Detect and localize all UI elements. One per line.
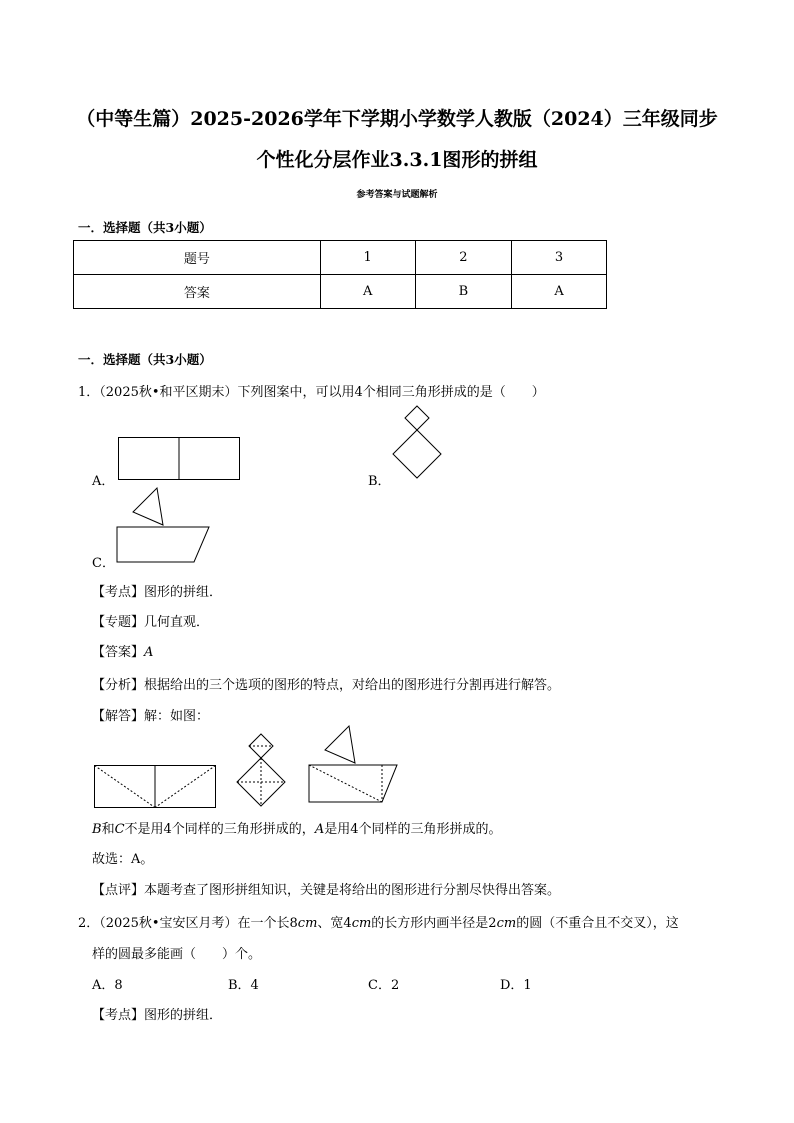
q2-option-b: B．4 [228, 978, 259, 993]
conclusion-mid: 不是用4个同样的三角形拼成的， [124, 822, 315, 837]
q2-kaodian [92, 1004, 222, 1023]
question-2-stem-line1 [78, 912, 679, 931]
fenxi-text: 根据给出的三个选项的图形的特点，对给出的图形进行分割再进行解答。 [144, 678, 561, 693]
stem-part: 的圆（不重合且不交叉），这 [516, 916, 679, 931]
daan-tag: 【答案】 [92, 645, 145, 660]
var-c: C [114, 822, 125, 837]
kaodian-tag: 【考点】 [92, 585, 145, 600]
zhuanti-text: 几何直观． [144, 615, 210, 630]
triangle-sail-shape [133, 488, 163, 525]
stem-part: 2．（2025秋•宝安区月考）在一个长8 [78, 916, 298, 931]
answer-cell: B [415, 275, 511, 309]
q2-option-a: A．8 [92, 978, 123, 993]
q1-fenxi [92, 674, 560, 693]
q1-kaodian [92, 581, 222, 600]
jieda-tag: 【解答】 [92, 709, 145, 724]
document-title-line1: （中等生篇）2025-2026学年下学期小学数学人教版（2024）三年级同步 [76, 108, 718, 130]
answer-cell: A [320, 275, 415, 309]
question-number-cell: 1 [320, 241, 415, 275]
conclusion-end: 是用4个同样的三角形拼成的。 [324, 822, 502, 837]
question-number-cell: 2 [415, 241, 511, 275]
trapezoid-hull-shape [117, 527, 209, 562]
option-a-figure [118, 437, 242, 481]
table-row-numbers [74, 241, 607, 275]
question-2-stem-line2: 样的圆最多能画（ ）个。 [92, 947, 262, 962]
option-a-label: A． [92, 474, 115, 489]
solution-a-figure [94, 765, 218, 809]
solution-b-figure [234, 733, 290, 813]
kaodian-text: 图形的拼组． [144, 585, 223, 600]
document-title-line2: 个性化分层作业3.3.1图形的拼组 [256, 149, 538, 171]
question-number-cell: 3 [512, 241, 607, 275]
q1-conclusion [92, 818, 501, 837]
large-square-shape [393, 430, 441, 478]
section-heading-questions: 一．选择题（共3小题） [78, 352, 212, 367]
stem-part: 、宽4 [317, 916, 352, 931]
unit: cm [496, 916, 517, 931]
document-subtitle: 参考答案与试题解析 [356, 190, 438, 200]
q1-dianping [92, 879, 560, 898]
var-a: A [314, 822, 325, 837]
option-b-figure [390, 405, 446, 485]
table-row-answers [74, 275, 607, 309]
conjunction: 和 [101, 822, 115, 837]
option-b-label: B． [368, 474, 391, 489]
unit: cm [351, 916, 372, 931]
unit: cm [297, 916, 318, 931]
solution-c-figure [308, 725, 404, 805]
kaodian-text: 图形的拼组． [144, 1008, 223, 1023]
option-c-label: C． [92, 556, 115, 571]
question-1-stem: 1．（2025秋•和平区期末）下列图案中，可以用4个相同三角形拼成的是（ ） [78, 385, 545, 400]
row-label-answer: 答案 [74, 275, 321, 309]
option-c-figure [116, 487, 212, 567]
answer-cell: A [512, 275, 607, 309]
fenxi-tag: 【分析】 [92, 678, 145, 693]
q2-option-c: C．2 [368, 978, 400, 993]
q1-jieda [92, 705, 209, 724]
var-b: B [92, 822, 102, 837]
row-label-number: 题号 [74, 241, 321, 275]
q2-option-d: D．1 [500, 978, 532, 993]
q1-xuan: 故选：A。 [92, 852, 154, 867]
stem-part: 的长方形内画半径是2 [371, 916, 497, 931]
answer-table [73, 240, 607, 309]
kaodian-tag: 【考点】 [92, 1008, 145, 1023]
dianping-tag: 【点评】 [92, 883, 145, 898]
small-square-shape [405, 406, 429, 430]
daan-text: A [144, 645, 154, 660]
q1-zhuanti [92, 611, 209, 630]
dianping-text: 本题考查了图形拼组知识，关键是将给出的图形进行分割尽快得出答案。 [144, 883, 561, 898]
jieda-text: 解：如图： [144, 709, 210, 724]
q1-daan [92, 641, 153, 660]
section-heading-answers: 一．选择题（共3小题） [78, 220, 212, 235]
zhuanti-tag: 【专题】 [92, 615, 145, 630]
